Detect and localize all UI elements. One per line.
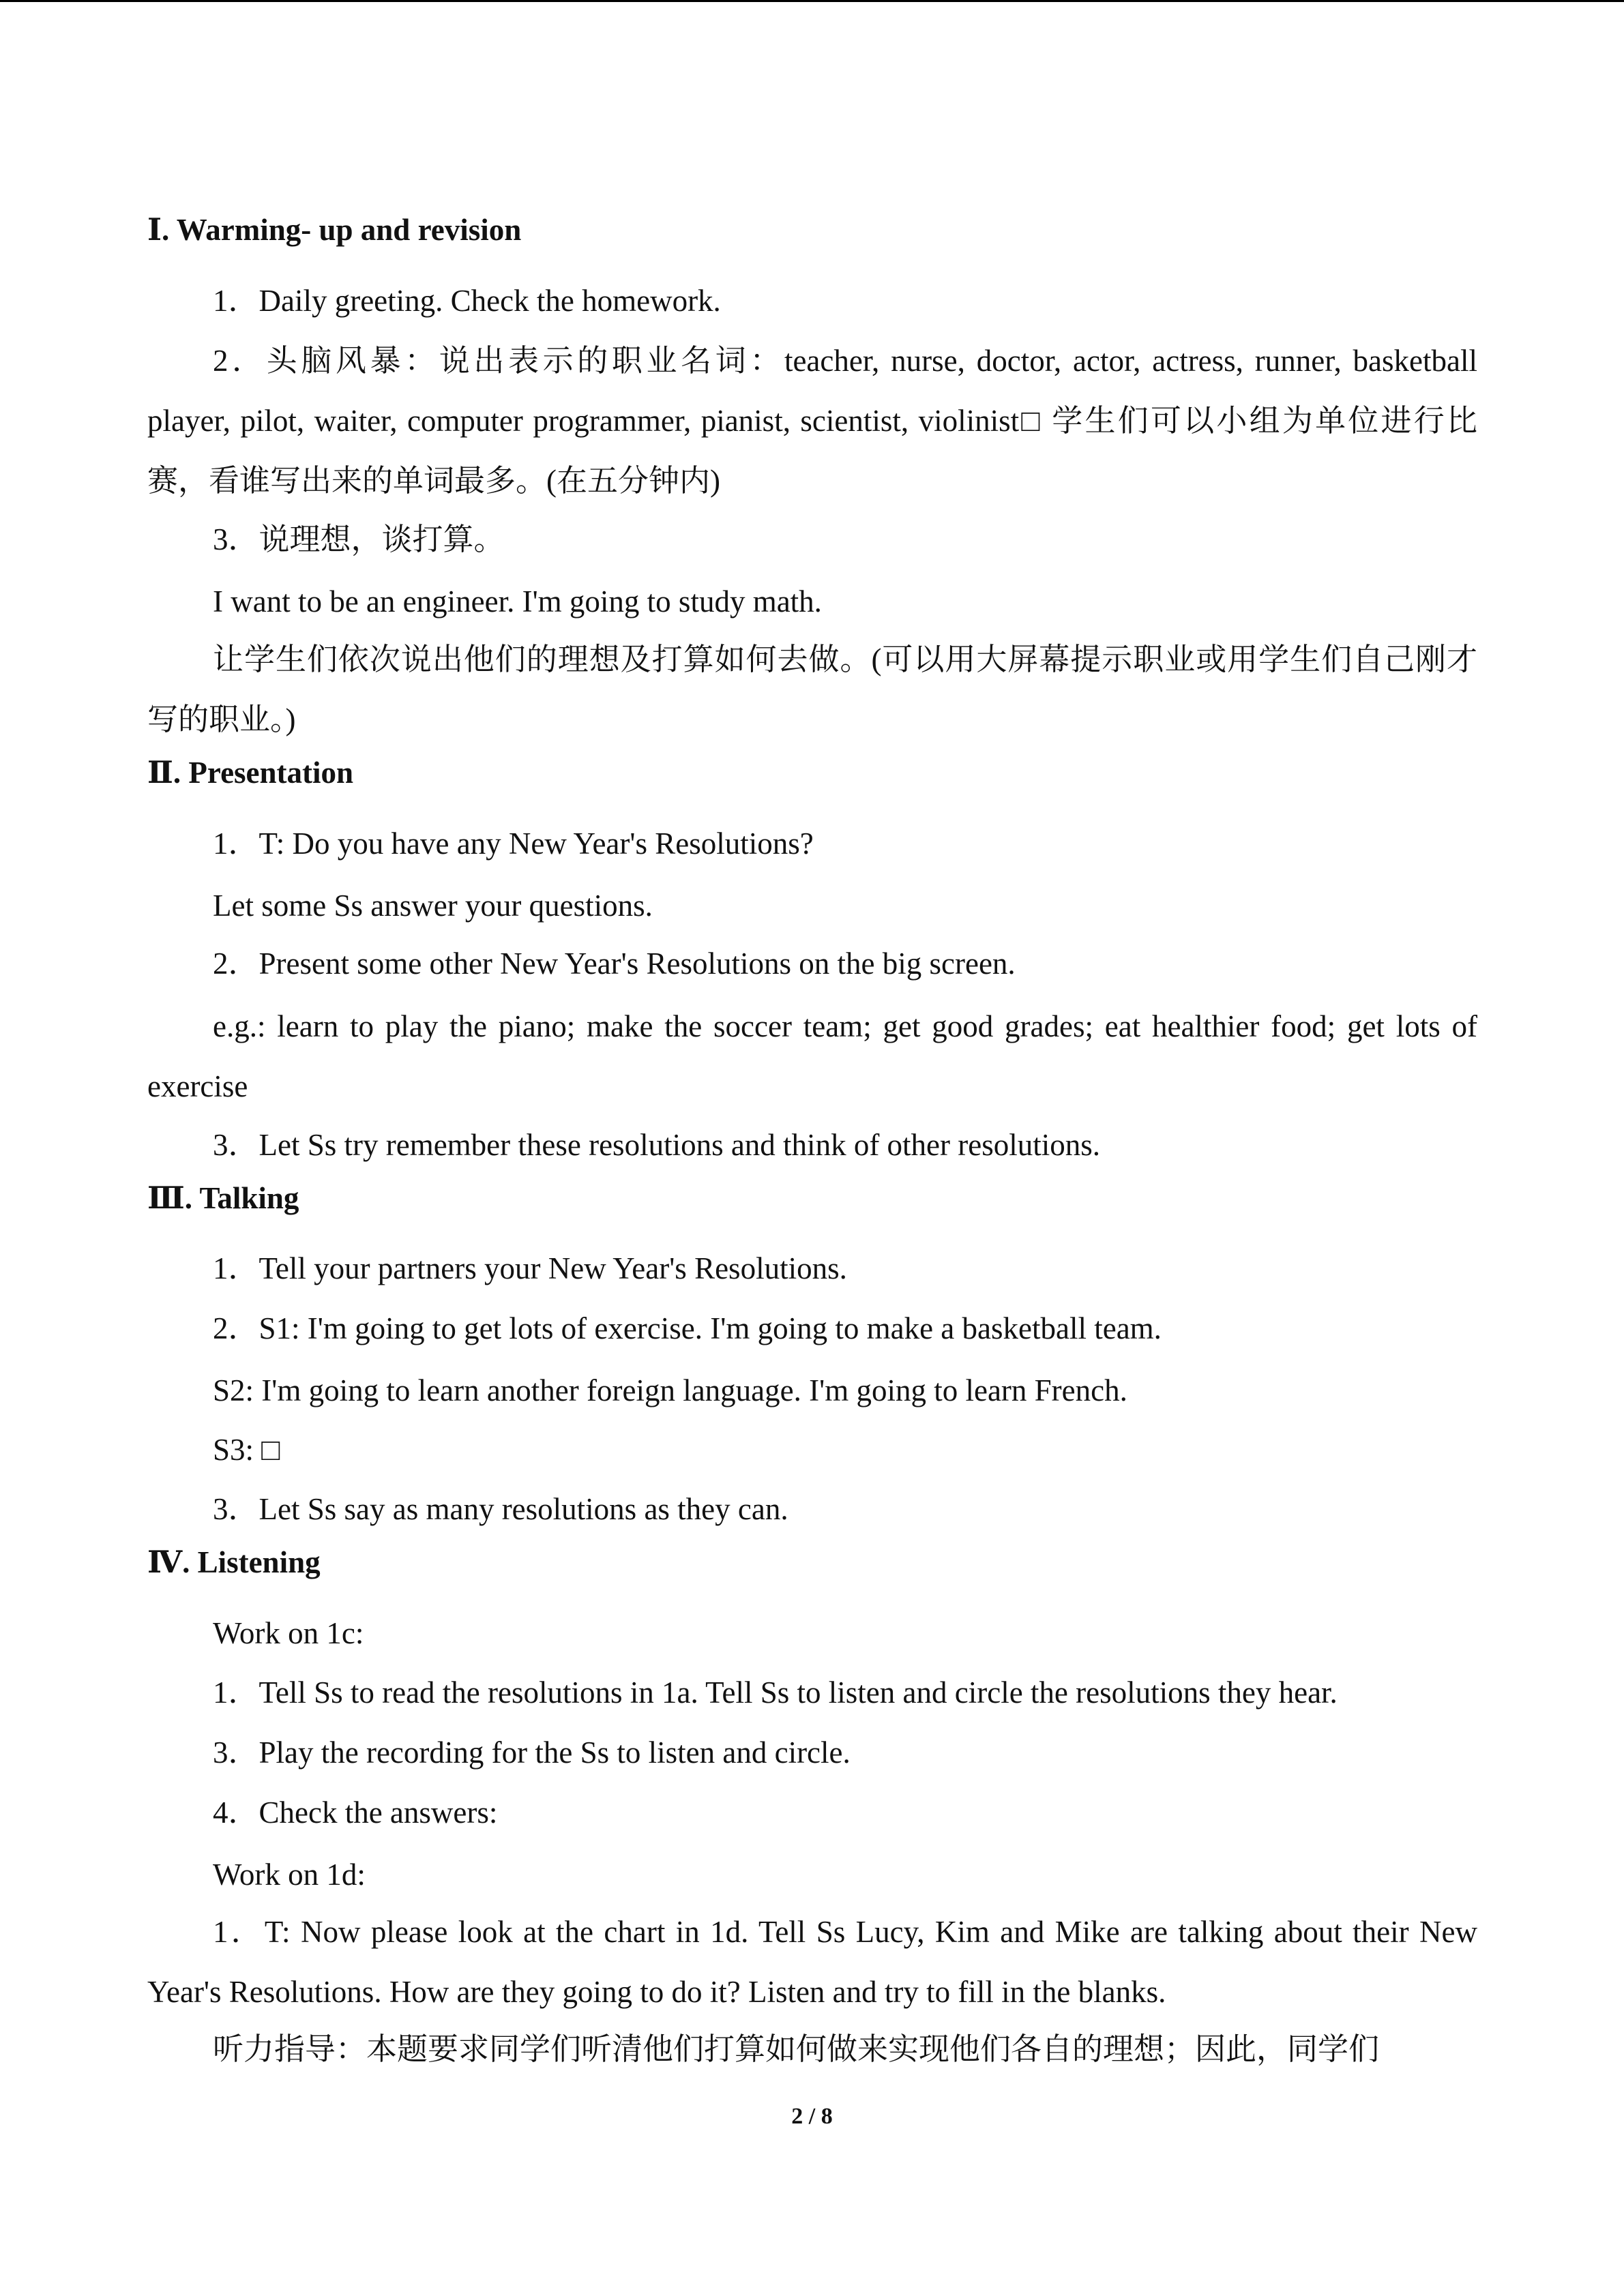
paragraph: I want to be an engineer. I'm going to study math.: [213, 584, 822, 618]
paragraph: 2．头脑风暴：说出表示的职业名词：teacher, nurse, doctor, actor, actress, runner, basketball player, pilot, waiter, computer programmer, pianist, scientist, violinist□ 学生们可以小组为单位进行比赛，看谁写出来的单词最多。(在五分钟内): [147, 344, 1477, 498]
paragraph: 3．Play the recording for the Ss to listen and circle.: [213, 1735, 851, 1770]
paragraph: 3．说理想，谈打算。: [213, 522, 505, 556]
paragraph: 让学生们依次说出他们的理想及打算如何去做。(可以用大屏幕提示职业或用学生们自己刚才写的职业。): [147, 642, 1477, 736]
paragraph: S3: □: [213, 1433, 280, 1467]
paragraph: 3．Let Ss say as many resolutions as they can.: [213, 1492, 788, 1526]
page-number: 2 / 8: [791, 2104, 833, 2129]
section-heading-listening: Ⅳ. Listening: [147, 1545, 321, 1579]
section-heading-talking: Ⅲ. Talking: [147, 1181, 299, 1215]
paragraph: Let some Ss answer your questions.: [213, 889, 653, 923]
paragraph: 1．T: Now please look at the chart in 1d. Tell Ss Lucy, Kim and Mike are talking about their New Year's Resolutions. How are they going to do it? Listen and try to fill in the blanks.: [147, 1915, 1477, 2009]
section-heading-warming-up: Ⅰ. Warming- up and revision: [147, 213, 522, 247]
page-top-border: [0, 0, 1624, 2]
paragraph: 1．Tell Ss to read the resolutions in 1a. Tell Ss to listen and circle the resolutions they hear.: [213, 1675, 1338, 1710]
paragraph: e.g.: learn to play the piano; make the soccer team; get good grades; eat healthier food; get lots of exercise: [147, 1009, 1477, 1103]
paragraph: 1．Tell your partners your New Year's Resolutions.: [213, 1251, 847, 1285]
paragraph: 2．Present some other New Year's Resolutions on the big screen.: [213, 946, 1016, 981]
paragraph: 2．S1: I'm going to get lots of exercise. I'm going to make a basketball team.: [213, 1311, 1162, 1345]
paragraph: 1．Daily greeting. Check the homework.: [213, 284, 721, 318]
paragraph: S2: I'm going to learn another foreign language. I'm going to learn French.: [213, 1373, 1127, 1407]
paragraph: 3．Let Ss try remember these resolutions and think of other resolutions.: [213, 1128, 1101, 1162]
section-heading-presentation: Ⅱ. Presentation: [147, 756, 354, 790]
paragraph: Work on 1c:: [213, 1616, 364, 1650]
paragraph: Work on 1d:: [213, 1858, 366, 1892]
paragraph: 听力指导：本题要求同学们听清他们打算如何做来实现他们各自的理想；因此，同学们: [213, 2032, 1380, 2066]
paragraph: 4．Check the answers:: [213, 1795, 498, 1830]
paragraph: 1．T: Do you have any New Year's Resolutions?: [213, 826, 814, 861]
